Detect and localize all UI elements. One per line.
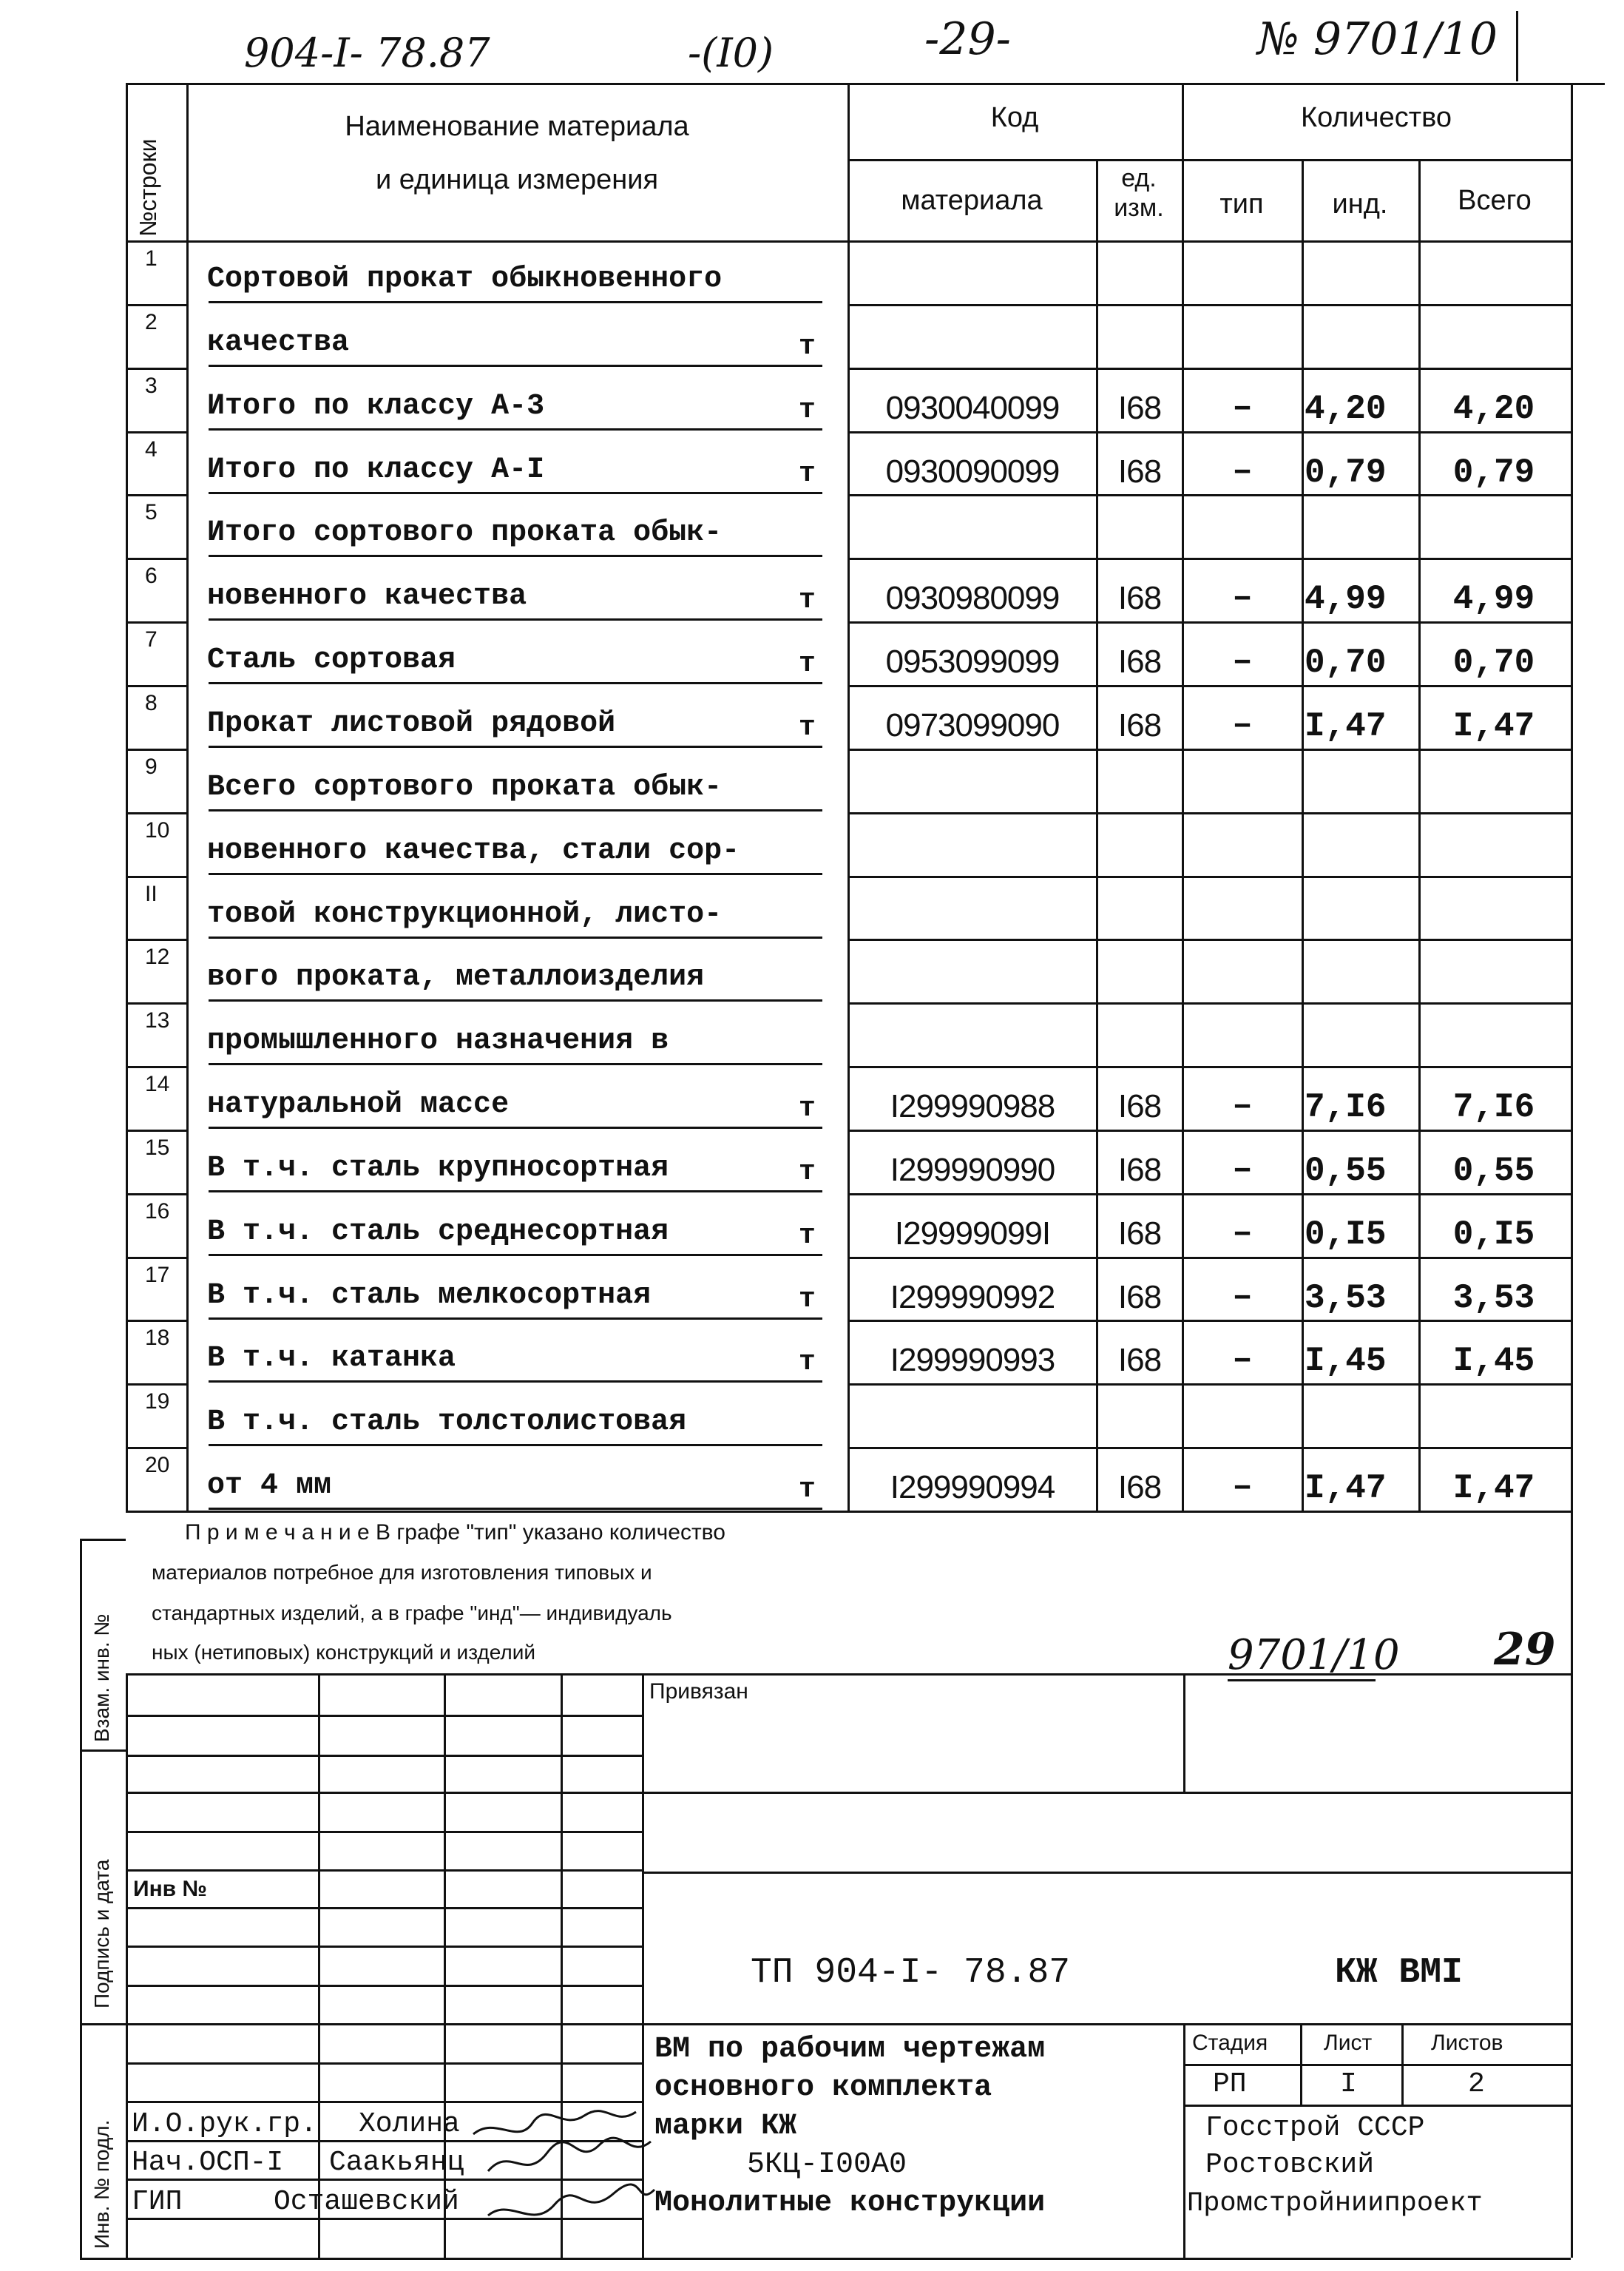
org-line1: Госстрой СССР: [1205, 2112, 1425, 2144]
col-divider-name: [847, 83, 850, 1511]
row-underline: [209, 873, 822, 875]
row-divider: [847, 812, 1571, 814]
row-unit-mark: т: [799, 330, 816, 362]
row-divider: [126, 304, 186, 306]
header-code: Код: [990, 102, 1039, 133]
row-unit-code: I68: [1117, 644, 1162, 681]
row-material-code: I299990988: [890, 1088, 1055, 1125]
row-number: 2: [145, 309, 158, 334]
tb-row-line: [1183, 2105, 1571, 2107]
row-qty-ind: I,47: [1305, 1469, 1387, 1508]
row-unit-mark: т: [799, 1219, 816, 1252]
row-material-name: промышленного назначения в: [207, 1025, 669, 1059]
sign-role-2: Нач.ОСП-I: [132, 2147, 284, 2179]
row-qty-ind: 3,53: [1305, 1278, 1387, 1317]
row-material-name: Итого по классу А-3: [207, 389, 545, 423]
row-divider: [126, 685, 186, 687]
inv-no-label: Инв №: [133, 1877, 207, 1901]
row-unit-mark: т: [799, 1093, 816, 1125]
row-unit-mark: т: [799, 1474, 816, 1506]
row-number: 16: [145, 1198, 170, 1224]
row-divider: [847, 368, 1571, 370]
row-qty-total: 4,99: [1452, 580, 1535, 619]
row-qty-ind: 0,79: [1305, 453, 1387, 492]
row-qty-total: 3,53: [1452, 1278, 1535, 1317]
row-material-name: натуральной массе: [207, 1088, 510, 1122]
row-material-name: В т.ч. катанка: [207, 1342, 456, 1376]
row-underline: [209, 809, 822, 811]
margin-left-border: [80, 1539, 82, 2258]
row-qty-type: –: [1232, 1087, 1253, 1126]
row-underline: [209, 301, 822, 303]
row-underline: [209, 1254, 822, 1256]
sheets-label: Листов: [1431, 2031, 1503, 2055]
row-divider: [126, 1383, 186, 1386]
row-divider: [847, 876, 1571, 878]
inv-ref-underline: [1228, 1679, 1376, 1681]
row-underline: [209, 365, 822, 367]
row-qty-type: –: [1232, 1468, 1253, 1507]
note-line2: материалов потребное для изготовления типовых и: [152, 1561, 652, 1584]
row-divider: [847, 494, 1571, 496]
tb-row-line: [126, 1792, 1571, 1794]
row-underline: [209, 492, 822, 494]
row-divider: [847, 1383, 1571, 1386]
row-underline: [209, 1063, 822, 1065]
row-material-name: Итого сортового проката обык-: [207, 516, 723, 550]
row-qty-ind: 7,I6: [1305, 1088, 1387, 1127]
row-material-name: Сортовой прокат обыкновенного: [207, 263, 723, 296]
row-material-name: Итого по классу А-I: [207, 453, 545, 487]
tb-row-line: [1183, 2064, 1571, 2066]
header-name-line1: Наименование материала: [345, 111, 689, 142]
row-divider: [847, 749, 1571, 751]
row-number: 10: [145, 817, 170, 843]
row-qty-type: –: [1232, 1340, 1253, 1380]
tb-row-line: [126, 1985, 642, 1987]
desc-line5: Монолитные конструкции: [654, 2187, 1046, 2220]
row-unit-mark: т: [799, 648, 816, 681]
row-material-name: качества: [207, 325, 350, 360]
row-qty-ind: 4,20: [1305, 389, 1387, 428]
row-divider: [126, 558, 186, 560]
title-bottom: [126, 2258, 1571, 2260]
row-qty-total: I,47: [1452, 706, 1535, 746]
row-material-name: от 4 мм: [207, 1469, 332, 1503]
row-material-code: 0973099090: [885, 706, 1060, 743]
tb-row-line: [126, 2023, 1571, 2025]
row-material-name: В т.ч. сталь среднесортная: [207, 1215, 669, 1249]
row-qty-total: 7,I6: [1452, 1088, 1535, 1127]
table-left-border: [126, 83, 128, 1511]
page-mark: -29-: [924, 13, 1011, 65]
row-unit-code: I68: [1117, 1088, 1162, 1125]
header-type: тип: [1219, 189, 1264, 220]
row-divider: [126, 1002, 186, 1005]
row-number: 14: [145, 1072, 170, 1097]
row-divider: [126, 1066, 186, 1068]
row-divider: [126, 939, 186, 941]
row-material-code: 0953099099: [885, 644, 1060, 681]
row-divider: [847, 1320, 1571, 1322]
row-material-code: I299990990: [890, 1151, 1055, 1188]
row-unit-code: I68: [1117, 706, 1162, 743]
tb-row-line: [126, 2062, 642, 2065]
row-number: 17: [145, 1262, 170, 1287]
sign-name-1: Холина: [359, 2108, 460, 2140]
row-unit-code: I68: [1117, 1151, 1162, 1188]
row-underline: [209, 746, 822, 748]
row-qty-total: 0,79: [1452, 453, 1535, 492]
row-material-name: В т.ч. сталь крупносортная: [207, 1151, 669, 1185]
row-qty-total: 0,55: [1452, 1151, 1535, 1190]
title-left-border: [126, 1673, 128, 2258]
row-underline: [209, 1380, 822, 1383]
desc-line2: основного комплекта: [654, 2071, 992, 2105]
privyazan-label: Привязан: [649, 1679, 748, 1704]
table-right-border: [1571, 83, 1573, 2258]
header-total: Всего: [1458, 185, 1532, 216]
row-divider: [847, 685, 1571, 687]
row-divider: [847, 1002, 1571, 1005]
note-inventory-ref: 9701/10: [1228, 1631, 1400, 1679]
row-number: 20: [145, 1453, 170, 1478]
row-material-name: В т.ч. сталь толстолистовая: [207, 1406, 687, 1440]
sign-name-3: Осташевский: [274, 2186, 459, 2218]
row-divider: [126, 494, 186, 496]
row-unit-mark: т: [799, 1155, 816, 1188]
tb-row-line: [126, 1869, 642, 1872]
row-qty-type: –: [1232, 1150, 1253, 1189]
row-material-name: Сталь сортовая: [207, 644, 456, 678]
row-divider: [847, 1066, 1571, 1068]
row-divider: [126, 749, 186, 751]
margin-divider-1: [80, 1749, 126, 1752]
row-underline: [209, 1508, 822, 1510]
row-material-name: Прокат листовой рядовой: [207, 706, 616, 740]
title-privyazan-divider: [1183, 1673, 1185, 1792]
row-unit-mark: т: [799, 457, 816, 490]
row-divider: [126, 876, 186, 878]
header-quantity: Количество: [1300, 102, 1452, 133]
tb-row-line: [126, 1831, 642, 1833]
table-bottom-border: [126, 1511, 1571, 1513]
row-underline: [209, 555, 822, 557]
row-number: 3: [145, 373, 158, 398]
row-number: 15: [145, 1135, 170, 1160]
header-unit-line2: изм.: [1114, 194, 1164, 222]
tb-row-line: [126, 1946, 642, 1948]
header-ind: инд.: [1332, 189, 1388, 220]
tb-row-line: [126, 1755, 642, 1757]
project-code: ТП 904-I- 78.87: [751, 1953, 1071, 1993]
note-line4: ных (нетиповых) конструкций и изделий: [152, 1641, 536, 1664]
margin-vzam-inv: Взам. инв. №: [90, 1613, 113, 1742]
col-divider-rowno: [186, 83, 189, 1511]
row-qty-type: –: [1232, 388, 1253, 427]
title-stamp-divider: [1183, 2023, 1185, 2258]
row-qty-total: I,45: [1452, 1342, 1535, 1381]
row-qty-total: 4,20: [1452, 389, 1535, 428]
margin-bottom: [80, 2258, 126, 2260]
row-material-name: новенного качества, стали сор-: [207, 834, 740, 868]
row-number: 9: [145, 754, 158, 779]
margin-inv-podl: Инв. № подл.: [90, 2119, 113, 2249]
row-underline: [209, 618, 822, 621]
row-underline: [209, 1190, 822, 1192]
desc-line3: марки КЖ: [654, 2110, 797, 2143]
sheet-label: Лист: [1324, 2031, 1373, 2055]
row-divider: [847, 621, 1571, 624]
header-material: материала: [901, 185, 1043, 216]
row-number: 19: [145, 1389, 170, 1414]
row-underline: [209, 1317, 822, 1320]
row-material-code: I299990994: [890, 1469, 1055, 1506]
sheet-value: I: [1340, 2068, 1357, 2100]
header-unit-line1: ед.: [1121, 164, 1157, 192]
row-number: 5: [145, 500, 158, 525]
row-unit-mark: т: [799, 1283, 816, 1315]
row-divider: [126, 1193, 186, 1195]
row-material-code: I299990992: [890, 1278, 1055, 1315]
margin-podpis-data: Подпись и дата: [90, 1859, 113, 2008]
header-name-line2: и единица измерения: [375, 164, 659, 195]
row-material-code: 0930090099: [885, 453, 1060, 490]
row-underline: [209, 999, 822, 1002]
inventory-mark: № 9701/10: [1257, 13, 1498, 65]
row-qty-total: 0,I5: [1452, 1215, 1535, 1254]
row-number: 12: [145, 945, 170, 970]
row-unit-code: I68: [1117, 1278, 1162, 1315]
sheet-mark: -(I0): [688, 30, 774, 76]
row-unit-mark: т: [799, 711, 816, 743]
note-line3: стандартных изделий, а в графе "инд"— индивидуаль: [152, 1602, 672, 1624]
row-divider: [126, 1320, 186, 1322]
row-unit-code: I68: [1117, 1215, 1162, 1252]
margin-top: [80, 1539, 126, 1541]
row-underline: [209, 1127, 822, 1129]
row-divider: [126, 621, 186, 624]
row-material-code: I299990993: [890, 1342, 1055, 1379]
row-qty-type: –: [1232, 578, 1253, 618]
header-row-number: №строки: [135, 138, 161, 237]
row-divider: [847, 1130, 1571, 1132]
row-divider: [126, 1447, 186, 1449]
row-qty-total: I,47: [1452, 1469, 1535, 1508]
row-unit-mark: т: [799, 1346, 816, 1379]
tb-row-line: [126, 1907, 642, 1909]
row-qty-ind: I,47: [1305, 706, 1387, 746]
stage-label: Стадия: [1192, 2031, 1268, 2055]
row-underline: [209, 1444, 822, 1446]
row-divider: [847, 1193, 1571, 1195]
header-mid-line: [847, 159, 1571, 161]
col-divider-ind: [1418, 159, 1421, 1511]
row-qty-ind: 0,70: [1305, 644, 1387, 683]
row-divider: [847, 939, 1571, 941]
row-divider: [847, 431, 1571, 433]
header-divider: [1516, 11, 1518, 81]
header-bottom-line: [126, 240, 1571, 243]
title-block-top: [126, 1673, 1571, 1676]
row-qty-type: –: [1232, 705, 1253, 744]
row-divider: [847, 1257, 1571, 1259]
col-divider-code: [1096, 159, 1098, 1511]
row-unit-code: I68: [1117, 1469, 1162, 1506]
row-material-name: товой конструкционной, листо-: [207, 897, 723, 931]
row-qty-type: –: [1232, 1213, 1253, 1252]
row-divider: [126, 368, 186, 370]
table-top-border: [126, 83, 1605, 85]
note-line1: П р и м е ч а н и е В графе "тип" указано количество: [185, 1520, 725, 1545]
row-divider: [847, 558, 1571, 560]
title-col-1: [318, 1673, 320, 2258]
row-number: 8: [145, 690, 158, 715]
tb-row-line: [642, 1872, 1571, 1874]
row-material-code: 0930980099: [885, 580, 1060, 617]
row-number: 1: [145, 246, 158, 271]
desc-line1: ВМ по рабочим чертежам: [654, 2033, 1046, 2066]
row-material-name: новенного качества: [207, 580, 527, 614]
row-material-name: вого проката, металлоизделия: [207, 961, 705, 995]
row-number: 6: [145, 564, 158, 589]
row-divider: [847, 1447, 1571, 1449]
row-unit-code: I68: [1117, 580, 1162, 617]
row-qty-total: 0,70: [1452, 644, 1535, 683]
sign-role-3: ГИП: [132, 2186, 183, 2218]
row-unit-mark: т: [799, 584, 816, 617]
row-unit-code: I68: [1117, 1342, 1162, 1379]
row-number: II: [145, 881, 158, 906]
sheets-value: 2: [1468, 2068, 1485, 2100]
row-underline: [209, 428, 822, 431]
row-qty-ind: 4,99: [1305, 580, 1387, 619]
row-underline: [209, 937, 822, 939]
row-divider: [126, 1130, 186, 1132]
row-material-name: В т.ч. сталь мелкосортная: [207, 1278, 652, 1312]
tb-row-line: [126, 1715, 642, 1717]
org-line2: Ростовский: [1205, 2149, 1375, 2181]
row-divider: [126, 1257, 186, 1259]
row-unit-mark: т: [799, 394, 816, 426]
note-page-ref: 29: [1494, 1624, 1556, 1676]
row-material-code: 0930040099: [885, 389, 1060, 426]
row-qty-ind: 0,I5: [1305, 1215, 1387, 1254]
margin-divider-2: [80, 2023, 126, 2025]
col-divider-type: [1302, 159, 1304, 1511]
handwritten-signatures: [444, 2101, 666, 2256]
sign-role-1: И.О.рук.гр.: [132, 2108, 317, 2140]
row-divider: [126, 431, 186, 433]
row-number: 18: [145, 1326, 170, 1351]
desc-line4: 5КЦ-I00А0: [747, 2148, 907, 2181]
row-qty-type: –: [1232, 1277, 1253, 1316]
row-divider: [847, 304, 1571, 306]
row-unit-code: I68: [1117, 453, 1162, 490]
row-underline: [209, 682, 822, 684]
row-qty-type: –: [1232, 451, 1253, 490]
mark-code: КЖ ВМI: [1335, 1953, 1463, 1993]
row-material-name: Всего сортового проката обык-: [207, 770, 723, 804]
org-line3: Промстройниипроект: [1187, 2188, 1483, 2219]
row-number: 4: [145, 436, 158, 462]
row-qty-type: –: [1232, 642, 1253, 681]
row-unit-code: I68: [1117, 389, 1162, 426]
row-qty-ind: I,45: [1305, 1342, 1387, 1381]
row-divider: [126, 812, 186, 814]
row-qty-ind: 0,55: [1305, 1151, 1387, 1190]
sign-name-2: Саакьянц: [329, 2147, 464, 2179]
stage-value: РП: [1213, 2068, 1247, 2100]
row-number: 7: [145, 627, 158, 652]
row-number: 13: [145, 1008, 170, 1033]
row-material-code: I29999099I: [894, 1215, 1051, 1252]
document-number: 904-I- 78.87: [244, 30, 490, 76]
